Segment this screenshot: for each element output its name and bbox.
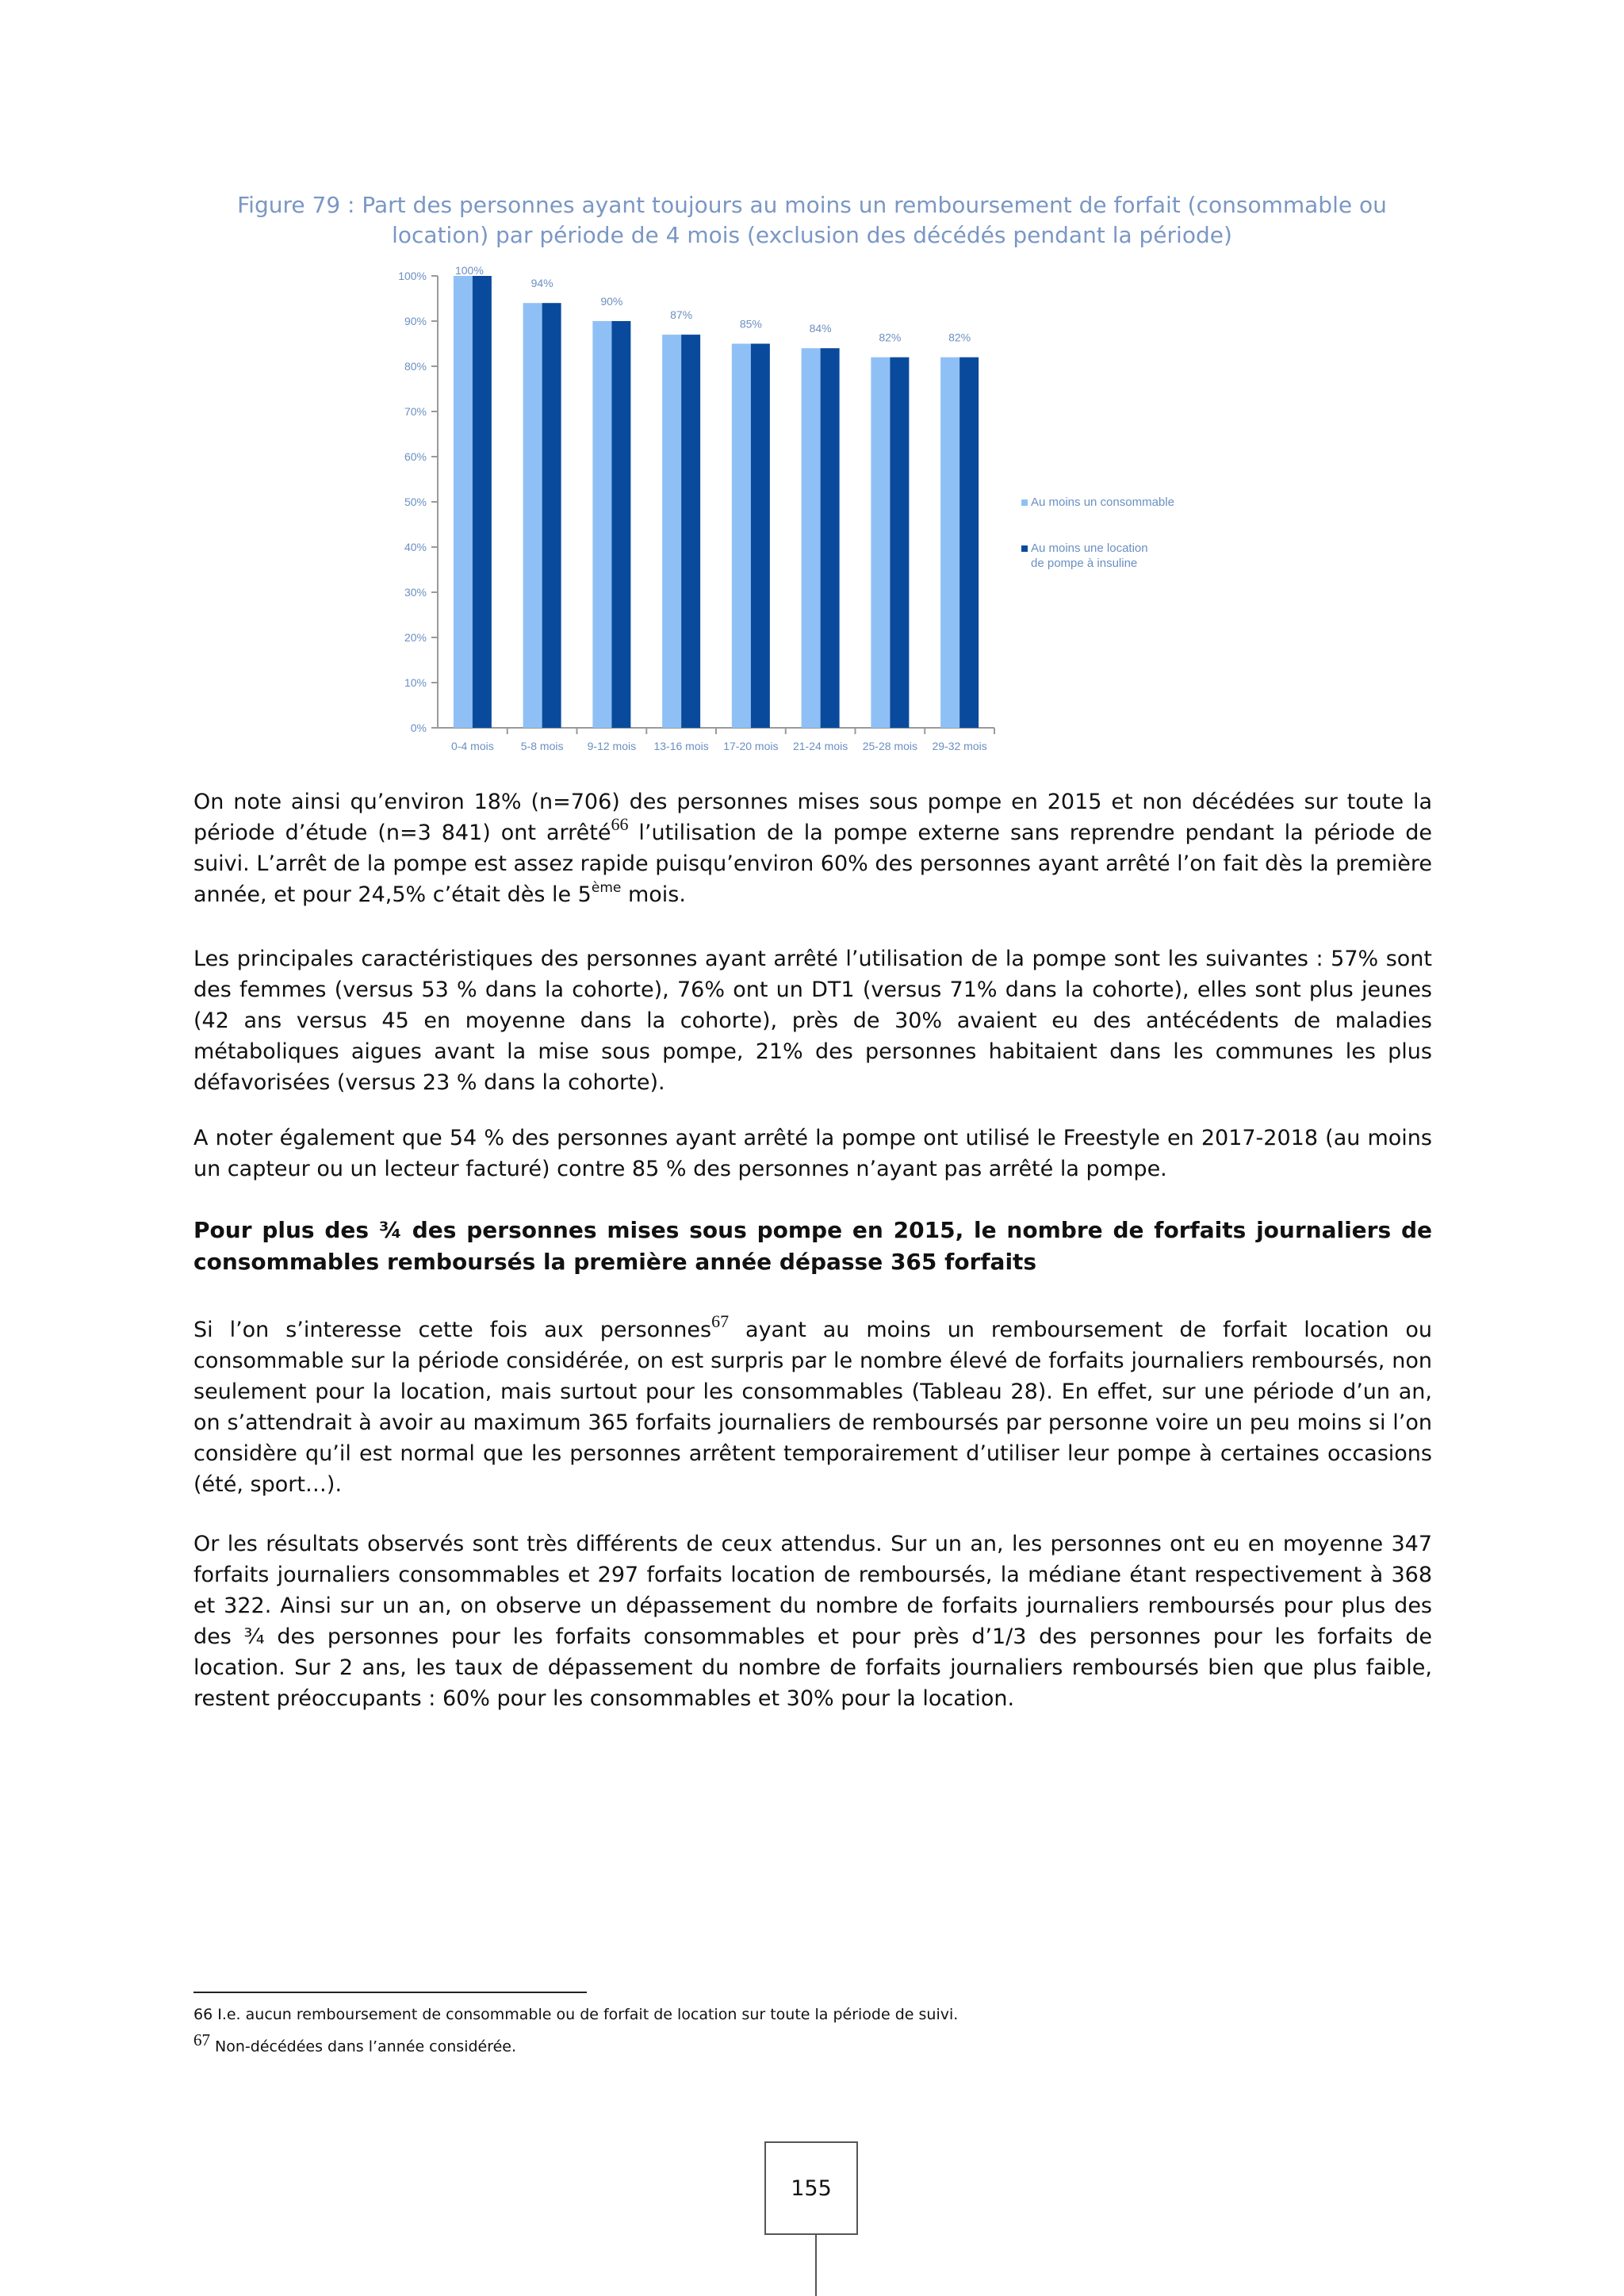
data-label: 85% (739, 317, 762, 331)
bar-consommable-0 (454, 276, 473, 728)
y-tick-label: 50% (404, 496, 427, 508)
paragraph-4-text-a: Si l’on s’interesse cette fois aux personnes (193, 1318, 712, 1342)
paragraph-4-text-b: ayant au moins un remboursement de forfait location ou consommable sur la période considérée, on est surpris par le nombre élevé de forfaits journaliers remboursés, non seulement pour la location, mais surtout pour les consommables (Tableau 28). En effet, sur une période d’un an, on s’attendrait à avoir au maximum 365 forfaits journaliers de remboursés par personne voire un peu moins si l’on considère qu’il est normal que les personnes arrêtent temporairement d’utiliser leur pompe à certaines occasions (été, sport…). (193, 1318, 1433, 1497)
data-label: 82% (948, 331, 971, 344)
footnote-66: 66 I.e. aucun remboursement de consommable ou de forfait de location sur toute la période de suivi. (193, 2006, 959, 2023)
paragraph-5 (193, 1529, 1432, 1714)
paragraph-1-text-a: On note ainsi qu’environ 18% (n=706) des personnes mises sous pompe en 2015 et non décédées sur toute la période d’étude (n=3 841) ont arrêté (193, 790, 1432, 845)
data-label: 84% (809, 322, 832, 335)
bar-consommable-7 (940, 358, 959, 728)
y-tick-label: 100% (398, 270, 427, 282)
legend-swatch-1 (1021, 545, 1028, 552)
x-tick-label: 21-24 mois (792, 740, 848, 752)
page-number-box (764, 2141, 858, 2235)
bar-location-5 (821, 348, 840, 728)
footnote-ref-67[interactable]: 67 (711, 1311, 730, 1331)
page-number-connector (815, 2235, 817, 2296)
paragraph-2-text: Les principales caractéristiques des personnes ayant arrêté l’utilisation de la pompe sont les suivantes : 57% sont des femmes (versus 53 % dans la cohorte), 76% ont un DT1 (versus 71% dans la cohorte), elles sont plus jeunes (42 ans versus 45 en moyenne dans la cohorte), près de 30% avaient eu des antécédents de maladies métaboliques aigues avant la mise sous pompe, 21% des personnes habitaient dans les communes les plus défavorisées (versus 23 % dans la cohorte). (193, 947, 1432, 1095)
data-label: 90% (600, 295, 623, 308)
bar-location-4 (751, 344, 770, 729)
bar-consommable-3 (662, 335, 681, 728)
x-tick-label: 29-32 mois (932, 740, 987, 752)
legend-swatch-0 (1021, 499, 1028, 506)
y-tick-label: 60% (404, 450, 427, 463)
bar-consommable-6 (871, 358, 890, 728)
paragraph-5-text: Or les résultats observés sont très différents de ceux attendus. Sur un an, les personnes ont eu en moyenne 347 forfaits journaliers consommables et 297 forfaits location de remboursés, la médiane étant respectivement à 368 et 322. Ainsi sur un an, on observe un dépassement du nombre de forfaits journaliers remboursés pour plus des des ¾ des personnes pour les forfaits consommables et pour près d’1/3 des personnes pour les forfaits de location. Sur 2 ans, les taux de dépassement du nombre de forfaits journaliers remboursés bien que plus faible, restent préoccupants : 60% pour les consommables et 30% pour la location. (193, 1532, 1432, 1711)
y-tick-label: 90% (404, 315, 427, 327)
bar-location-3 (681, 335, 700, 728)
paragraph-1-text-b: l’utilisation de la pompe externe sans reprendre pendant la période de suivi. L’arrêt de la pompe est assez rapide puisqu’environ 60% des personnes ayant arrêté l’on fait dès la première année, et pour 24,5% c’était dès le 5 (193, 821, 1432, 907)
page-number: 155 (791, 2175, 832, 2201)
y-tick-label: 40% (404, 541, 427, 553)
bar-location-1 (542, 303, 561, 728)
figure-caption (222, 190, 1402, 251)
paragraph-1 (193, 786, 1432, 910)
bar-consommable-2 (592, 321, 611, 728)
y-tick-label: 70% (404, 405, 427, 418)
footnote-ref-66[interactable]: 66 (611, 814, 629, 834)
paragraph-3-text: A noter également que 54 % des personnes ayant arrêté la pompe ont utilisé le Freestyle en 2017-2018 (au moins un capteur ou un lecteur facturé) contre 85 % des personnes n’ayant pas arrêté la pompe. (193, 1126, 1432, 1181)
paragraph-3 (193, 1123, 1432, 1184)
legend-label-consommable: Au moins un consommable (1031, 496, 1174, 509)
paragraph-2 (193, 943, 1432, 1098)
y-tick-label: 30% (404, 586, 427, 599)
footnote-67-number: 67 (193, 2030, 210, 2049)
bar-consommable-5 (802, 348, 821, 728)
bar-consommable-1 (523, 303, 542, 728)
paragraph-1-text-c: mois. (621, 882, 686, 907)
bar-location-7 (959, 358, 979, 728)
footnote-67 (193, 2030, 516, 2057)
data-label: 87% (670, 308, 693, 322)
bar-consommable-4 (732, 344, 751, 729)
superscript-eme: ème (591, 880, 622, 896)
x-tick-label: 5-8 mois (520, 740, 564, 752)
footnote-separator (193, 1992, 587, 1993)
x-tick-label: 9-12 mois (587, 740, 637, 752)
footnote-67-text: Non-décédées dans l’année considérée. (210, 2038, 517, 2056)
y-tick-label: 10% (404, 676, 427, 689)
x-tick-label: 13-16 mois (653, 740, 709, 752)
section-heading: Pour plus des ¾ des personnes mises sous pompe en 2015, le nombre de forfaits journaliers de consommables remboursés la première année dépasse 365 forfaits (193, 1217, 1432, 1275)
figure-caption-line-2: location) par période de 4 mois (exclusion des décédés pendant la période) (392, 222, 1232, 248)
y-tick-label: 20% (404, 631, 427, 644)
figure-caption-line-1: Figure 79 : Part des personnes ayant toujours au moins un remboursement de forfait (consommable ou (237, 192, 1387, 218)
paragraph-4 (193, 1311, 1433, 1500)
data-label: 94% (530, 277, 553, 290)
bar-location-0 (473, 276, 492, 728)
y-tick-label: 80% (404, 360, 427, 373)
bar-chart (381, 262, 1253, 753)
bar-location-6 (890, 358, 909, 728)
data-label: 100% (454, 264, 484, 277)
y-tick-label: 0% (410, 721, 427, 734)
x-tick-label: 25-28 mois (862, 740, 918, 752)
legend-label-location: Au moins une location de pompe à insuline (1031, 541, 1148, 570)
data-label: 82% (879, 331, 902, 344)
x-tick-label: 0-4 mois (451, 740, 494, 752)
x-tick-label: 17-20 mois (723, 740, 779, 752)
bar-location-2 (611, 321, 630, 728)
